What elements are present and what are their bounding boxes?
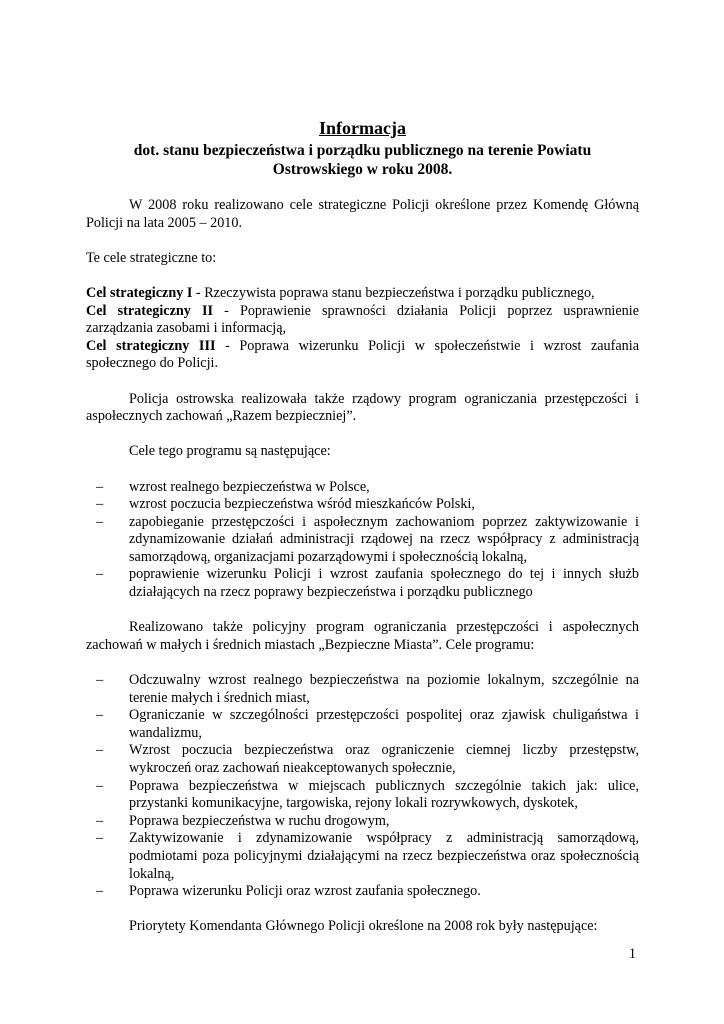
program1-heading: Cele tego programu są następujące:	[129, 443, 331, 460]
program2-intro: Realizowano także policyjny program ograniczania przestępczości i aspołecznych zachowań w małych i średnich miastach „Bezpieczne Miasta”. Cele programu:	[86, 619, 639, 653]
dash-bullet: –	[96, 478, 104, 495]
list-item: – wzrost poczucia bezpieczeństwa wśród mieszkańców Polski,	[96, 496, 475, 513]
goal-text: - Rzeczywista poprawa stanu bezpieczeństwa i porządku publicznego,	[192, 284, 595, 301]
program1-list	[86, 479, 639, 602]
dash-bullet: –	[96, 883, 104, 900]
dash-bullet: –	[96, 707, 104, 724]
list-item: – Poprawa bezpieczeństwa w ruchu drogowym,	[96, 812, 390, 829]
program1-intro: Policja ostrowska realizowała także rządowy program ograniczania przestępczości i aspołecznych zachowań „Razem bezpieczniej”.	[86, 390, 639, 425]
list-item: – Poprawa wizerunku Policji oraz wzrost zaufania społecznego.	[96, 883, 481, 900]
dash-bullet: –	[96, 672, 104, 689]
document-subtitle-line2: Ostrowskiego w roku 2008.	[272, 161, 453, 178]
list-item: – Zaktywizowanie i zdynamizowanie współpracy z administracją samorządową, podmiotami poza policyjnymi działającymi na rzecz bezpieczeństwa oraz społecznością lokalną,	[96, 830, 639, 882]
list-item: – Odczuwalny wzrost realnego bezpieczeństwa na poziomie lokalnym, szczególnie na terenie małych i średnich miast,	[96, 672, 639, 706]
intro-paragraph: W 2008 roku realizowano cele strategiczne Policji określone przez Komendę Główną Policji na lata 2005 – 2010.	[86, 197, 639, 231]
document-subtitle-line1: dot. stanu bezpieczeństwa i porządku publicznego na terenie Powiatu	[133, 142, 592, 159]
list-item: – zapobieganie przestępczości i aspołecznym zachowaniom poprzez zaktywizowanie i zdynamizowanie działań administracji rządowej na rzecz współpracy z administracją samorządową, organizacjami pozarządowymi i społecznością lokalną,	[96, 513, 639, 565]
list-item: – wzrost realnego bezpieczeństwa w Polsce,	[96, 478, 370, 495]
list-item: – poprawienie wizerunku Policji i wzrost zaufania społecznego do tej i innych służb działających na rzecz poprawy bezpieczeństwa i porządku publicznego	[96, 566, 639, 601]
dash-bullet: –	[96, 513, 104, 530]
dash-bullet: –	[96, 566, 104, 583]
goal-label: Cel strategiczny II	[86, 302, 214, 319]
goal-label: Cel strategiczny I	[86, 284, 193, 301]
dash-bullet: –	[96, 742, 104, 759]
goal-item	[86, 303, 639, 338]
goals-list	[86, 285, 639, 373]
goal-label: Cel strategiczny III	[86, 337, 216, 354]
goal-text: - Poprawienie sprawności działania Policji poprzez usprawnienie zarządzania zasobami i informacją,	[86, 302, 639, 337]
document-page	[86, 118, 639, 936]
page-number: 1	[628, 946, 636, 962]
document-title: Informacja	[319, 118, 406, 138]
list-item: – Wzrost poczucia bezpieczeństwa oraz ograniczenie ciemnej liczby przestępstw, wykroczeń oraz zachowań nieakceptowanych społecznie,	[96, 742, 639, 776]
priorities-intro: Priorytety Komendanta Głównego Policji określone na 2008 rok były następujące:	[129, 918, 598, 935]
dash-bullet: –	[96, 777, 104, 794]
goal-item	[86, 285, 639, 303]
goal-item	[86, 338, 639, 373]
dash-bullet: –	[96, 496, 104, 513]
list-item: – Poprawa bezpieczeństwa w miejscach publicznych szczególnie takich jak: ulice, przystanki komunikacyjne, targowiska, rejony lokali rozrywkowych, dyskotek,	[96, 777, 639, 812]
goal-text: - Poprawa wizerunku Policji w społeczeństwie i wzrost zaufania społecznego do Policji.	[86, 337, 639, 372]
goals-heading: Te cele strategiczne to:	[86, 249, 217, 266]
list-item: – Ograniczanie w szczególności przestępczości pospolitej oraz zjawisk chuligaństwa i wandalizmu,	[96, 707, 639, 741]
program2-list	[86, 672, 639, 901]
dash-bullet: –	[96, 830, 104, 847]
dash-bullet: –	[96, 812, 104, 829]
